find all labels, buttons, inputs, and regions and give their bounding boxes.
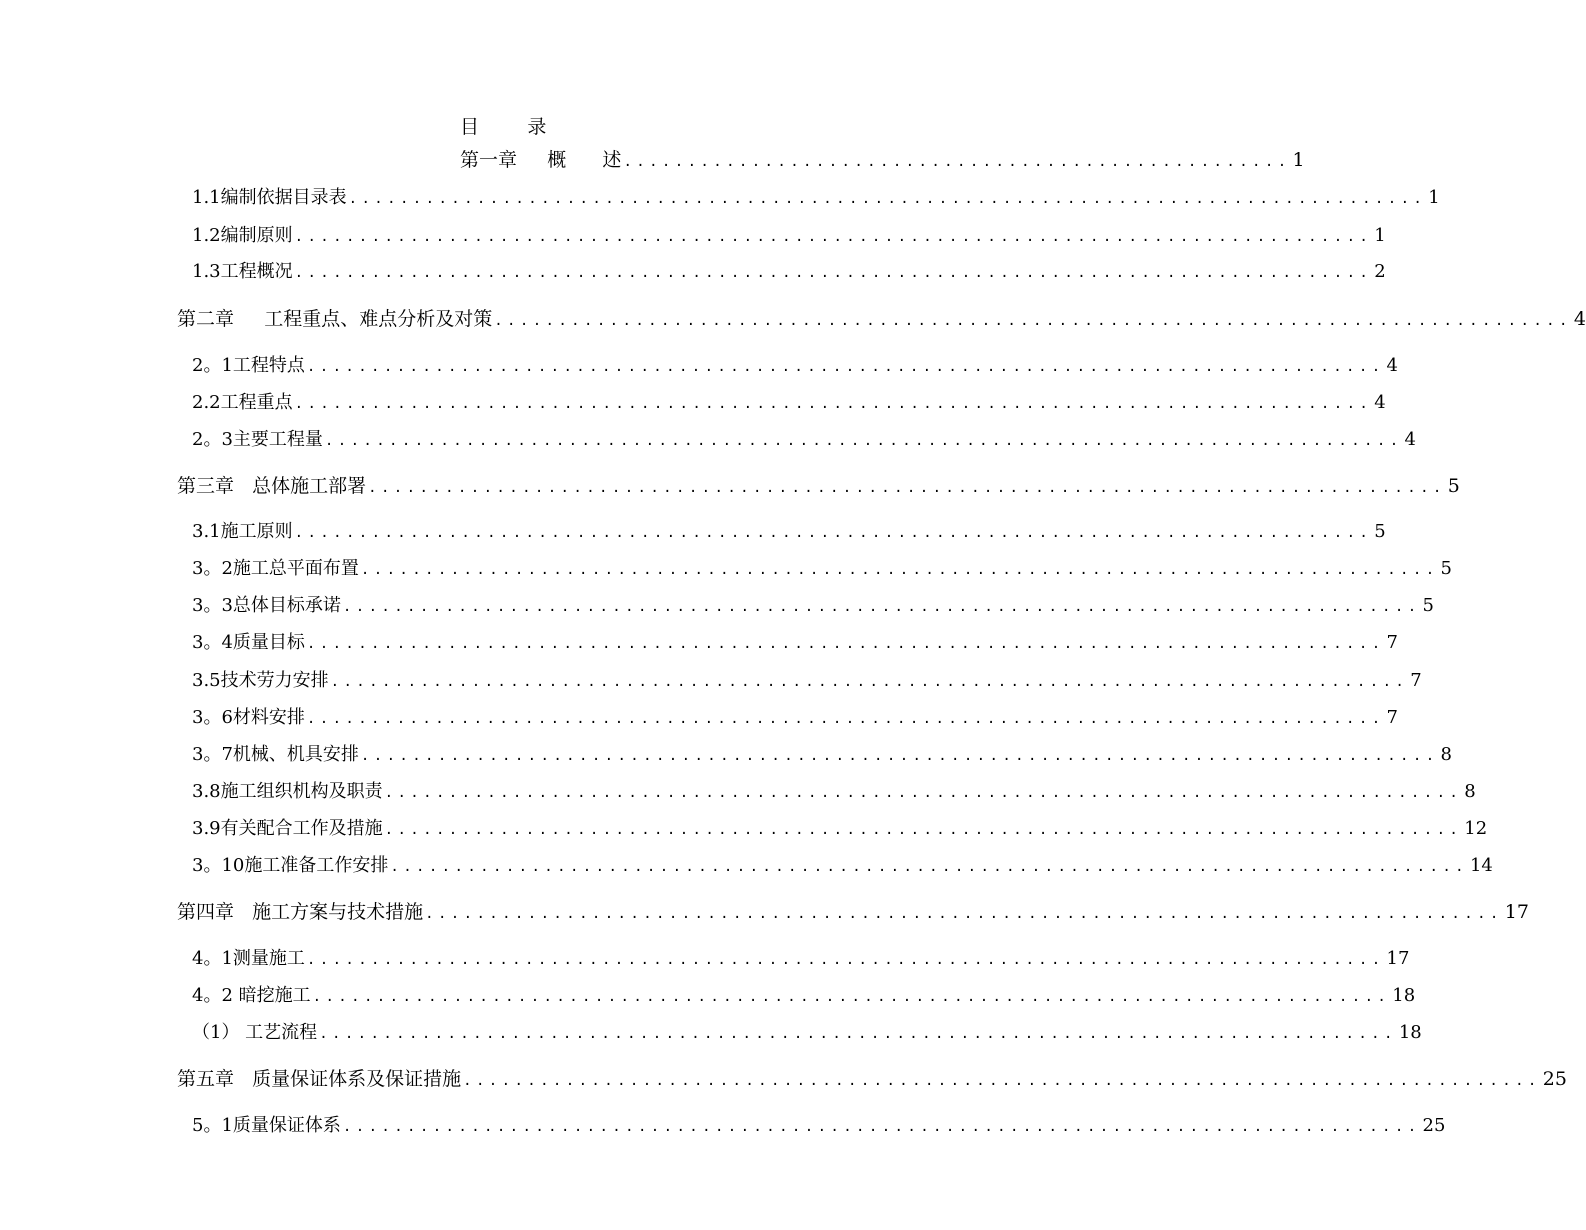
toc-entry-label: 3。2施工总平面布置 — [192, 558, 359, 579]
toc-entry-label: 3.1施工原则 — [192, 521, 293, 542]
toc-entry-page: 4 — [1573, 308, 1586, 330]
toc-entry-label: 3.9有关配合工作及措施 — [192, 818, 383, 839]
dot-leader: .................................................... — [623, 154, 1291, 170]
dot-leader: .................................................................................... — [463, 1073, 1541, 1089]
toc-entry-label: 2.2工程重点 — [192, 392, 293, 413]
toc-entry-page: 12 — [1464, 818, 1488, 839]
toc-entry-label: 1.3工程概况 — [192, 261, 293, 282]
dot-leader: .................................................................................... — [306, 952, 1385, 968]
toc-entry-2-3[interactable] — [192, 427, 1416, 453]
toc-entry-2-1[interactable] — [192, 353, 1398, 379]
dot-leader: .................................................................................... — [384, 785, 1463, 801]
toc-entry-label: 4。1测量施工 — [192, 948, 305, 969]
dot-leader: .................................................................................... — [294, 525, 1373, 541]
toc-entry-label: 第一章 概 述 — [460, 149, 622, 171]
toc-entry-chapter-3[interactable] — [177, 473, 1460, 499]
toc-entry-3-8[interactable] — [192, 779, 1476, 805]
toc-entry-3-6[interactable] — [192, 705, 1398, 731]
toc-entry-page: 17 — [1504, 901, 1529, 923]
toc-entry-page: 18 — [1392, 985, 1416, 1006]
toc-entry-label: 第四章 施工方案与技术措施 — [177, 901, 424, 923]
toc-entry-label: 第五章 质量保证体系及保证措施 — [177, 1068, 462, 1090]
toc-entry-3-4[interactable] — [192, 630, 1398, 656]
toc-entry-page: 7 — [1410, 670, 1422, 691]
toc-entry-page: 17 — [1386, 948, 1410, 969]
toc-entry-label: 2。1工程特点 — [192, 355, 305, 376]
toc-entry-chapter-5[interactable] — [177, 1066, 1567, 1092]
toc-entry-page: 4 — [1386, 355, 1398, 376]
dot-leader: .................................................................................... — [360, 562, 1439, 578]
toc-entry-page: 4 — [1404, 429, 1416, 450]
toc-entry-label: 1.2编制原则 — [192, 225, 293, 246]
toc-entry-label: 3。3总体目标承诺 — [192, 595, 341, 616]
toc-entry-page: 5 — [1447, 475, 1460, 497]
toc-entry-page: 14 — [1469, 855, 1493, 876]
toc-entry-chapter-4[interactable] — [177, 899, 1529, 925]
toc-title: 目 录 — [460, 116, 547, 138]
dot-leader: .................................................................................... — [360, 748, 1439, 764]
toc-entry-label: 第三章 总体施工部署 — [177, 475, 367, 497]
dot-leader: .................................................................................... — [425, 906, 1503, 922]
toc-entry-page: 18 — [1398, 1022, 1422, 1043]
toc-entry-chapter-1[interactable] — [460, 147, 1305, 173]
toc-entry-4-2-1[interactable] — [192, 1020, 1422, 1046]
dot-leader: .................................................................................... — [294, 396, 1373, 412]
dot-leader: .................................................................................... — [312, 989, 1391, 1005]
dot-leader: .................................................................................... — [348, 191, 1427, 207]
toc-entry-page: 5 — [1422, 595, 1434, 616]
toc-entry-3-7[interactable] — [192, 742, 1452, 768]
dot-leader: .................................................................................... — [294, 265, 1373, 281]
toc-entry-page: 5 — [1440, 558, 1452, 579]
toc-entry-label: 3。6材料安排 — [192, 707, 305, 728]
toc-entry-label: 3。4质量目标 — [192, 632, 305, 653]
toc-entry-page: 1 — [1292, 149, 1305, 171]
dot-leader: .................................................................................... — [390, 859, 1468, 875]
toc-entry-3-1[interactable] — [192, 519, 1386, 545]
toc-entry-label: 3.8施工组织机构及职责 — [192, 781, 383, 802]
toc-entry-page: 5 — [1374, 521, 1386, 542]
toc-entry-label: 第二章 工程重点、难点分析及对策 — [177, 308, 493, 330]
dot-leader: .................................................................................... — [342, 1119, 1421, 1135]
toc-entry-page: 25 — [1422, 1115, 1446, 1136]
toc-entry-label: 3。10施工准备工作安排 — [192, 855, 389, 876]
toc-entry-page: 25 — [1542, 1068, 1567, 1090]
toc-entry-page: 1 — [1428, 187, 1440, 208]
toc-entry-4-2[interactable] — [192, 983, 1416, 1009]
toc-entry-page: 2 — [1374, 261, 1386, 282]
toc-entry-3-3[interactable] — [192, 593, 1434, 619]
dot-leader: .................................................................................... — [294, 229, 1373, 245]
toc-entry-label: 3.5技术劳力安排 — [192, 670, 329, 691]
toc-entry-page: 7 — [1386, 707, 1398, 728]
toc-entry-page: 8 — [1464, 781, 1476, 802]
toc-entry-2-2[interactable] — [192, 390, 1386, 416]
toc-entry-label: 2。3主要工程量 — [192, 429, 323, 450]
toc-entry-label: （1） 工艺流程 — [192, 1022, 318, 1043]
toc-entry-3-10[interactable] — [192, 853, 1493, 879]
toc-entry-label: 4。2 暗挖施工 — [192, 985, 311, 1006]
toc-entry-page: 1 — [1374, 225, 1386, 246]
dot-leader: .................................................................................... — [306, 359, 1385, 375]
toc-entry-page: 4 — [1374, 392, 1386, 413]
toc-entry-1-3[interactable] — [192, 259, 1386, 285]
dot-leader: .................................................................................... — [368, 480, 1446, 496]
toc-entry-label: 5。1质量保证体系 — [192, 1115, 341, 1136]
dot-leader: .................................................................................... — [319, 1026, 1397, 1042]
toc-entry-1-2[interactable] — [192, 223, 1386, 249]
toc-entry-4-1[interactable] — [192, 946, 1410, 972]
dot-leader: .................................................................................... — [342, 599, 1421, 615]
toc-entry-3-5[interactable] — [192, 668, 1422, 694]
toc-entry-chapter-2[interactable] — [177, 306, 1586, 332]
dot-leader: .................................................................................... — [384, 822, 1463, 838]
toc-entry-3-2[interactable] — [192, 556, 1452, 582]
toc-entry-1-1[interactable] — [192, 185, 1440, 211]
toc-entry-page: 7 — [1386, 632, 1398, 653]
toc-entry-label: 3。7机械、机具安排 — [192, 744, 359, 765]
dot-leader: .................................................................................... — [306, 636, 1385, 652]
dot-leader: .................................................................................... — [306, 711, 1385, 727]
dot-leader: .................................................................................... — [494, 313, 1572, 329]
toc-entry-page: 8 — [1440, 744, 1452, 765]
toc-entry-3-9[interactable] — [192, 816, 1488, 842]
dot-leader: .................................................................................... — [330, 674, 1409, 690]
toc-entry-5-1[interactable] — [192, 1113, 1446, 1139]
toc-entry-label: 1.1编制依据目录表 — [192, 187, 347, 208]
dot-leader: .................................................................................... — [324, 433, 1403, 449]
